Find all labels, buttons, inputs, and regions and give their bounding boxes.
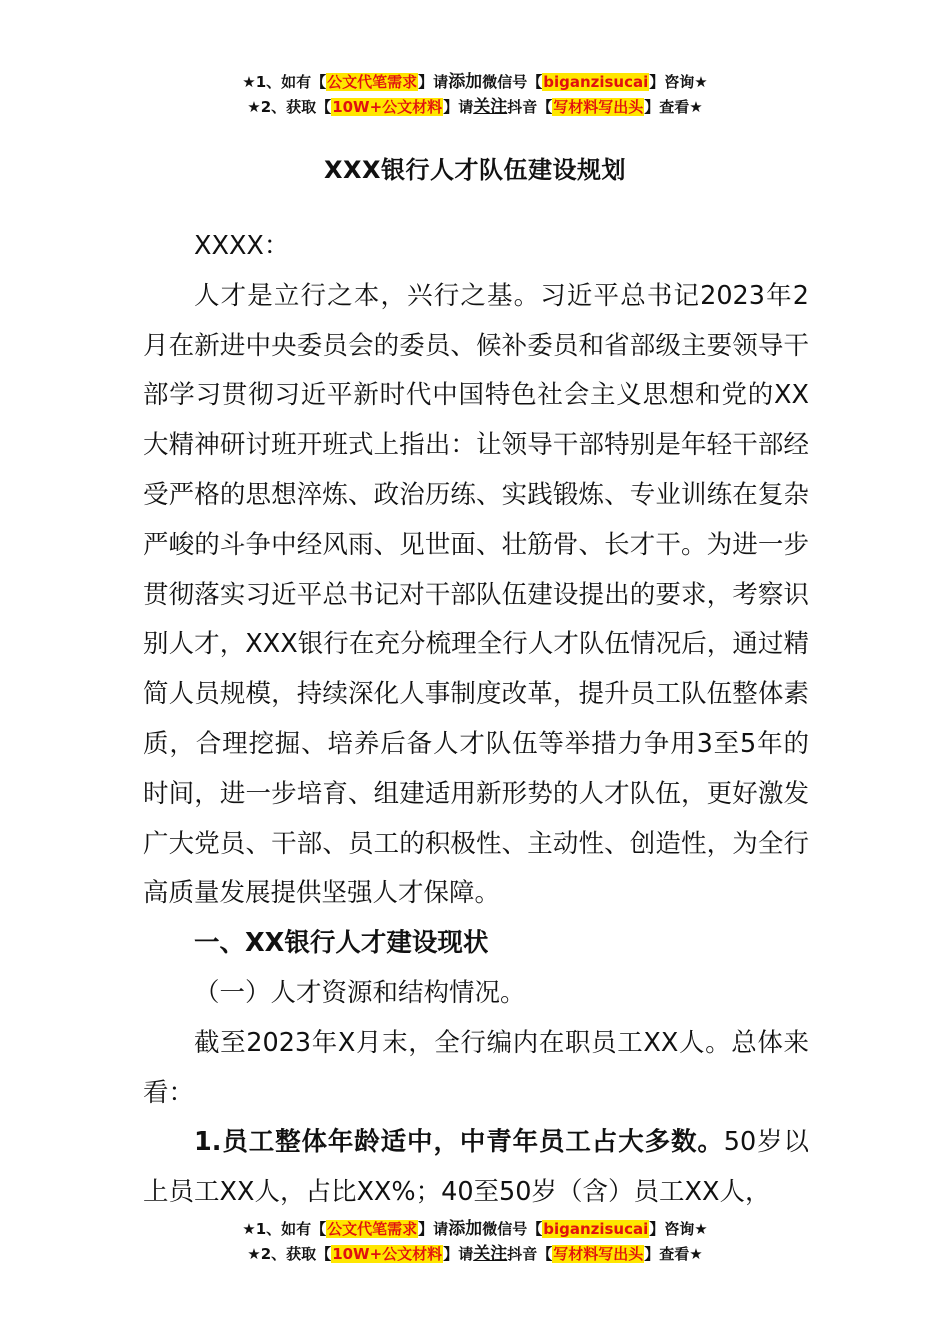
point-text: 50岁以上员工XX人，占比XX%；40至50岁（含）员工XX人，: [143, 1127, 809, 1208]
promo-line-2: [0, 1242, 950, 1267]
promo-text: 】查看★: [644, 1245, 703, 1263]
promo-emphasis: 关注: [473, 97, 508, 117]
intro-paragraph: 人才是立行之本，兴行之基。习近平总书记2023年2月在新进中央委员会的委员、候补委员和省部级主要领导干部学习贯彻习近平新时代中国特色社会主义思想和党的XX大精神研讨班开班式上指出：让领导干部特别是年轻干部经受严格的思想淬炼、政治历练、实践锻炼、专业训练在复杂严峻的斗争中经风雨、见世面、壮筋骨、长才干。为进一步贯彻落实习近平总书记对干部队伍建设提出的要求，考察识别人才，XXX银行在充分梳理全行人才队伍情况后，通过精简人员规模，持续深化人事制度改革，提升员工队伍整体素质，合理挖掘、培养后备人才队伍等举措力争用3至5年的时间，进一步培育、组建适用新形势的人才队伍，更好激发广大党员、干部、员工的积极性、主动性、创造性，为全行高质量发展提供坚强人才保障。: [143, 280, 809, 909]
promo-text: 】咨询★: [649, 73, 708, 91]
promo-line-1: [0, 70, 950, 95]
promo-text: 微信号【: [482, 73, 543, 91]
promo-douyin-id: 写材料写出头: [553, 1245, 644, 1263]
promo-emphasis: 添加: [448, 72, 483, 92]
promo-text: 抖音【: [507, 98, 553, 116]
point-paragraph: [143, 1118, 809, 1218]
promo-line-1: [0, 1217, 950, 1242]
promo-text: 】查看★: [644, 98, 703, 116]
promo-douyin-id: 写材料写出头: [553, 98, 644, 116]
promo-highlight: 10W+公文材料: [332, 1245, 443, 1263]
promo-text: 】请: [418, 73, 449, 91]
promo-text: 】请: [418, 1220, 449, 1238]
document-title: XXX银行人才队伍建设规划: [323, 156, 626, 184]
promo-text: 抖音【: [507, 1245, 553, 1263]
subsection-heading: （一）人才资源和结构情况。: [194, 977, 526, 1008]
promo-text: 】请: [443, 1245, 474, 1263]
promo-text: 】请: [443, 98, 474, 116]
promo-text: 】咨询★: [649, 1220, 708, 1238]
promo-wechat-id: biganzisucai: [543, 1220, 649, 1238]
document-body: [143, 222, 809, 1218]
promo-highlight: 公文代笔需求: [327, 73, 418, 91]
point-lead: 1.员工整体年龄适中，中青年员工占大多数。: [194, 1127, 724, 1158]
section-heading: 一、XX银行人才建设现状: [194, 928, 489, 959]
promo-emphasis: 关注: [473, 1244, 508, 1264]
promo-text: 微信号【: [482, 1220, 543, 1238]
stats-paragraph: 截至2023年X月末，全行编内在职员工XX人。总体来看：: [143, 1027, 809, 1108]
top-promo-banner: [0, 70, 950, 120]
promo-text: ★1、如有【: [242, 73, 327, 91]
bottom-promo-banner: [0, 1217, 950, 1267]
promo-highlight: 公文代笔需求: [327, 1220, 418, 1238]
promo-wechat-id: biganzisucai: [543, 73, 649, 91]
promo-highlight: 10W+公文材料: [332, 98, 443, 116]
promo-text: ★2、获取【: [247, 1245, 332, 1263]
salutation: XXXX：: [194, 231, 290, 261]
promo-text: ★2、获取【: [247, 98, 332, 116]
promo-line-2: [0, 95, 950, 120]
promo-emphasis: 添加: [448, 1219, 483, 1239]
promo-text: ★1、如有【: [242, 1220, 327, 1238]
